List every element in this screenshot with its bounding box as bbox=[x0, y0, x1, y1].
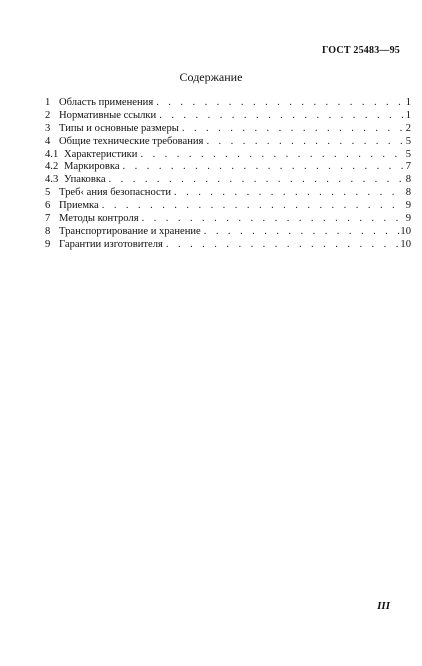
toc-entry-page: 7 bbox=[405, 161, 411, 173]
dot-leader bbox=[102, 200, 403, 213]
dot-leader bbox=[206, 136, 403, 149]
toc-entry-number: 4 bbox=[45, 135, 51, 147]
toc-entry-number: 1 bbox=[45, 97, 51, 108]
dot-leader bbox=[159, 110, 403, 123]
toc-entry-title: Методы контроля bbox=[59, 213, 139, 225]
toc-entry-number: 4.1 bbox=[45, 148, 59, 160]
toc-entry-title: Общие технические требования bbox=[59, 135, 204, 147]
toc-entry-number: 4.2 bbox=[45, 161, 59, 173]
toc-entry bbox=[45, 239, 411, 252]
toc-entry-page: 5 bbox=[405, 135, 411, 147]
toc-entry bbox=[45, 123, 411, 136]
page-number: III bbox=[377, 600, 390, 612]
toc-entry bbox=[45, 97, 411, 110]
toc-entry-title: Гарантии изготовителя bbox=[59, 238, 163, 250]
toc-entry-title: Область применения bbox=[59, 97, 154, 108]
toc-entry bbox=[45, 213, 411, 226]
toc-entry-title: Приемка bbox=[59, 200, 99, 212]
toc-entry-title: Упаковка bbox=[64, 174, 106, 186]
toc-entry-number: 8 bbox=[45, 225, 51, 237]
toc-entry bbox=[45, 136, 411, 149]
table-of-contents bbox=[45, 97, 411, 252]
toc-entry bbox=[45, 187, 411, 200]
toc-entry-page: 8 bbox=[405, 187, 411, 199]
toc-entry-page: 1 bbox=[405, 97, 411, 108]
toc-entry bbox=[45, 174, 411, 187]
dot-leader bbox=[174, 187, 403, 200]
toc-entry-number: 5 bbox=[45, 187, 51, 199]
toc-entry-page: 2 bbox=[405, 122, 411, 134]
document-code: ГОСТ 25483—95 bbox=[321, 45, 400, 56]
dot-leader bbox=[166, 239, 401, 252]
toc-entry-title: Транспортирование и хранение bbox=[59, 225, 201, 237]
toc-entry bbox=[45, 110, 411, 123]
toc-entry-page: 9 bbox=[405, 200, 411, 212]
toc-entry-title: Характеристики bbox=[64, 148, 138, 160]
toc-entry-number: 9 bbox=[45, 238, 51, 250]
toc-entry-number: 7 bbox=[45, 213, 51, 225]
toc-entry-page: 8 bbox=[405, 174, 411, 186]
toc-entry bbox=[45, 149, 411, 162]
toc-entry-title: Маркировка bbox=[64, 161, 120, 173]
toc-entry-page: 5 bbox=[405, 148, 411, 160]
toc-entry-number: 3 bbox=[45, 122, 51, 134]
toc-entry-title: Треб‹ ания безопасности bbox=[59, 187, 171, 199]
toc-entry-number: 2 bbox=[45, 109, 51, 121]
dot-leader bbox=[156, 97, 403, 110]
dot-leader bbox=[109, 174, 403, 187]
toc-heading: Содержание bbox=[179, 70, 243, 84]
dot-leader bbox=[140, 149, 403, 162]
dot-leader bbox=[123, 161, 403, 174]
toc-entry bbox=[45, 226, 411, 239]
dot-leader bbox=[142, 213, 403, 226]
dot-leader bbox=[204, 226, 401, 239]
toc-entry-number: 4.3 bbox=[45, 174, 59, 186]
toc-entry-page: 10 bbox=[400, 225, 411, 237]
toc-entry-number: 6 bbox=[45, 200, 51, 212]
toc-entry-page: 10 bbox=[400, 238, 411, 250]
toc-entry-page: 1 bbox=[405, 109, 411, 121]
dot-leader bbox=[182, 123, 403, 136]
toc-entry-title: Типы и основные размеры bbox=[59, 122, 179, 134]
toc-entry bbox=[45, 161, 411, 174]
toc-entry bbox=[45, 200, 411, 213]
toc-entry-page: 9 bbox=[405, 213, 411, 225]
toc-entry-title: Нормативные ссылки bbox=[59, 109, 157, 121]
